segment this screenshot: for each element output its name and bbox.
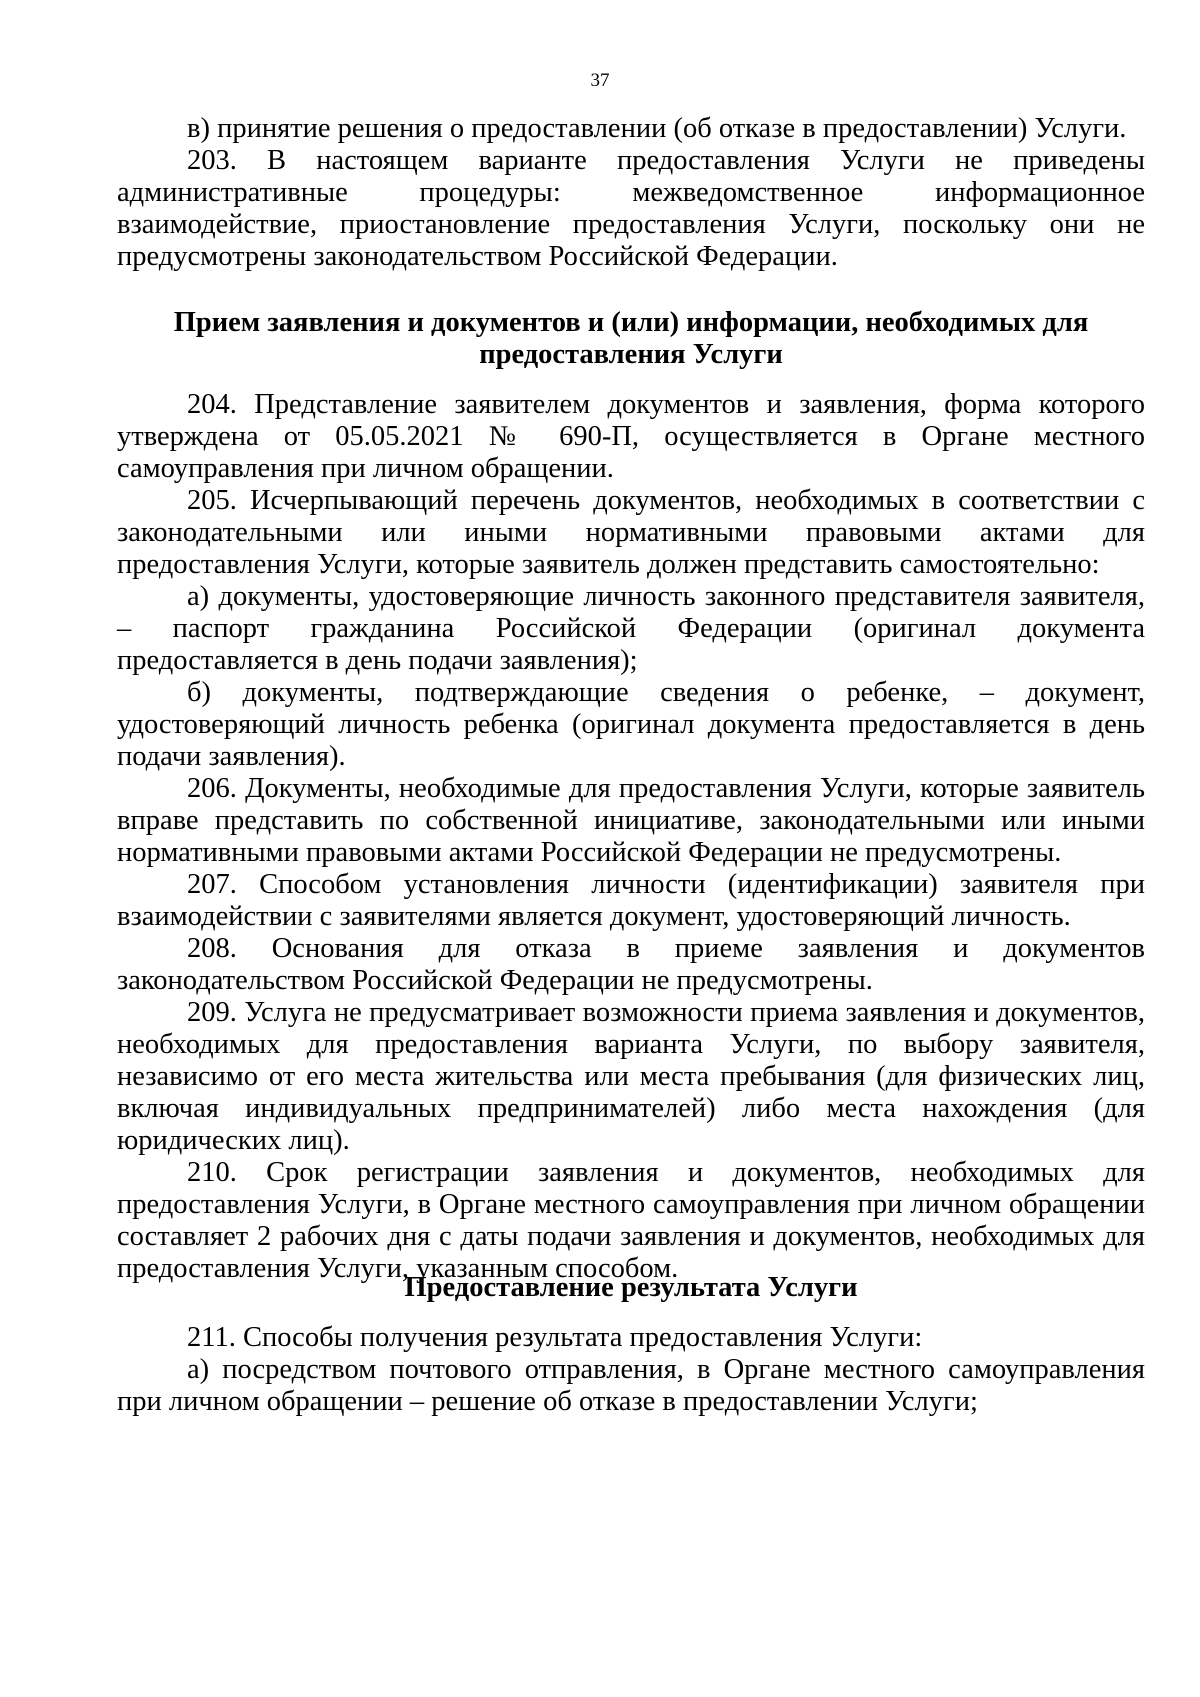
page-number: 37 — [590, 70, 610, 91]
paragraph: а) посредством почтового отправления, в Органе местного самоуправления при личном обращении – решение об отказе в предоставлении Услуги; — [117, 1354, 1145, 1417]
paragraph: 204. Представление заявителем документов и заявления, форма которого утверждена от 05.05.2021 № 690-П, осуществляется в Органе местного самоуправления при личном обращении. — [117, 389, 1145, 484]
paragraph: 211. Способы получения результата предоставления Услуги: — [187, 1322, 923, 1353]
section-heading-2 — [117, 1272, 1145, 1304]
paragraph-group-1 — [117, 113, 1145, 273]
paragraph: 206. Документы, необходимые для предоставления Услуги, которые заявитель вправе представить по собственной инициативе, законодательными или иными нормативными правовыми актами Российской Федерации не предусмотрены. — [117, 773, 1145, 868]
paragraph-group-2 — [117, 389, 1145, 1285]
paragraph: 209. Услуга не предусматривает возможности приема заявления и документов, необходимых для предоставления варианта Услуги, по выбору заявителя, независимо от его места жительства или места пребывания (для физических лиц, включая индивидуальных предпринимателей) либо места нахождения (для юридических лиц). — [117, 997, 1145, 1156]
section-heading: Предоставление результата Услуги — [404, 1272, 858, 1303]
paragraph: 207. Способом установления личности (идентификации) заявителя при взаимодействии с заявителями является документ, удостоверяющий личность. — [117, 869, 1145, 932]
paragraph: 210. Срок регистрации заявления и документов, необходимых для предоставления Услуги, в Органе местного самоуправления при личном обращении составляет 2 рабочих дня с даты подачи заявления и документов, необходимых для предоставления Услуги, указанным способом. — [117, 1157, 1145, 1284]
paragraph: а) документы, удостоверяющие личность законного представителя заявителя, – паспорт гражданина Российской Федерации (оригинал документа предоставляется в день подачи заявления); — [117, 581, 1145, 676]
paragraph: 208. Основания для отказа в приеме заявления и документов законодательством Российской Федерации не предусмотрены. — [117, 933, 1145, 996]
section-heading-1 — [117, 307, 1145, 371]
paragraph: 203. В настоящем варианте предоставления Услуги не приведены административные процедуры: межведомственное информационное взаимодействие, приостановление предоставления Услуги, поскольку они не предусмотрены законодательством Российской Федерации. — [117, 145, 1145, 272]
paragraph: б) документы, подтверждающие сведения о ребенке, – документ, удостоверяющий личность ребенка (оригинал документа предоставляется в день подачи заявления). — [117, 677, 1145, 772]
paragraph: 205. Исчерпывающий перечень документов, необходимых в соответствии с законодательными или иными нормативными правовыми актами для предоставления Услуги, которые заявитель должен представить самостоятельно: — [117, 485, 1145, 580]
section-heading: Прием заявления и документов и (или) информации, необходимых для предоставления Услуги — [173, 307, 1089, 370]
paragraph-group-3 — [117, 1322, 1145, 1418]
paragraph: в) принятие решения о предоставлении (об отказе в предоставлении) Услуги. — [187, 113, 1127, 144]
